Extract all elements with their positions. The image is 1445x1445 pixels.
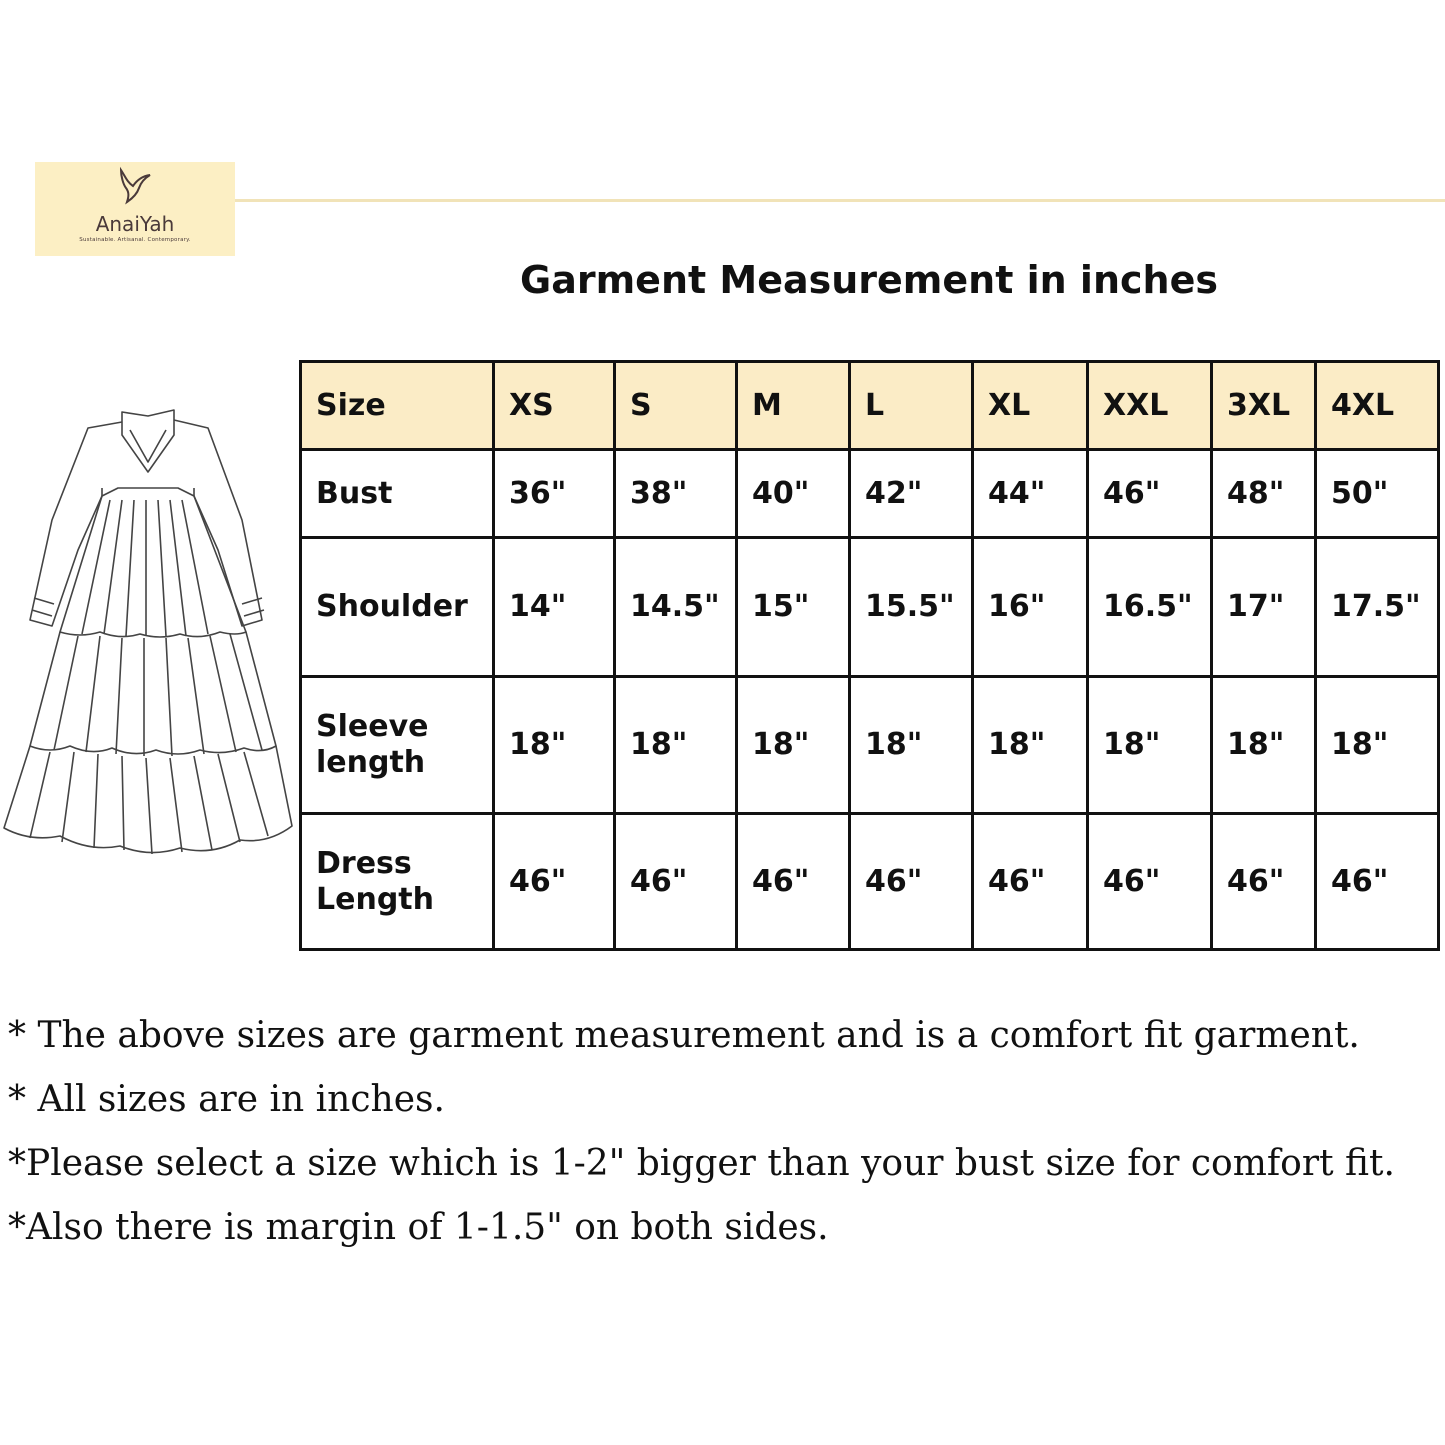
header-cell-m: M [737,362,850,450]
table-cell: 16" [973,538,1088,677]
table-cell: 46" [973,814,1088,950]
table-row-shoulder [301,538,1439,677]
table-cell: 46" [737,814,850,950]
table-cell: 38" [615,450,737,538]
table-cell: 18" [494,677,615,814]
table-cell: 18" [1212,677,1316,814]
table-cell: 17.5" [1316,538,1439,677]
table-cell: 46" [615,814,737,950]
table-cell: 18" [1316,677,1439,814]
header-cell-xl: XL [973,362,1088,450]
brand-name: AnaiYah [95,212,175,236]
note-item: *Please select a size which is 1-2" bigger than your bust size for comfort fit. [8,1143,1395,1184]
row-label: Bust [301,450,494,538]
header-cell-size: Size [301,362,494,450]
table-cell: 18" [850,677,973,814]
header-cell-s: S [615,362,737,450]
brand-tagline: Sustainable. Artisanal. Contemporary. [79,237,191,243]
row-label: Shoulder [301,538,494,677]
bird-icon [117,166,153,206]
table-row-sleeve-length [301,677,1439,814]
table-cell: 46" [1088,450,1212,538]
row-label: Dress Length [301,814,494,950]
table-cell: 18" [973,677,1088,814]
header-rule [235,199,1445,202]
header-cell-xxl: XXL [1088,362,1212,450]
table-cell: 18" [1088,677,1212,814]
table-cell: 50" [1316,450,1439,538]
notes-list [8,1004,1438,1260]
header-cell-4xl: 4XL [1316,362,1439,450]
row-label: Sleeve length [301,677,494,814]
brand-logo [35,162,235,256]
table-cell: 48" [1212,450,1316,538]
table-cell: 15.5" [850,538,973,677]
table-header-row [301,362,1439,450]
header-cell-xs: XS [494,362,615,450]
note-item: * All sizes are in inches. [8,1079,445,1120]
table-cell: 46" [1088,814,1212,950]
table-cell: 18" [615,677,737,814]
table-cell: 46" [1316,814,1439,950]
header-cell-l: L [850,362,973,450]
table-row-dress-length [301,814,1439,950]
size-chart-table [299,360,1440,951]
table-cell: 17" [1212,538,1316,677]
table-cell: 14.5" [615,538,737,677]
table-cell: 36" [494,450,615,538]
table-cell: 46" [494,814,615,950]
table-cell: 16.5" [1088,538,1212,677]
table-cell: 15" [737,538,850,677]
dress-illustration-icon [0,400,300,870]
page-title: Garment Measurement in inches [520,258,1218,302]
table-cell: 42" [850,450,973,538]
table-row-bust [301,450,1439,538]
table-cell: 44" [973,450,1088,538]
header-cell-3xl: 3XL [1212,362,1316,450]
table-cell: 46" [1212,814,1316,950]
table-cell: 40" [737,450,850,538]
table-cell: 14" [494,538,615,677]
note-item: * The above sizes are garment measurement and is a comfort fit garment. [8,1015,1360,1056]
table-cell: 46" [850,814,973,950]
table-cell: 18" [737,677,850,814]
note-item: *Also there is margin of 1-1.5" on both sides. [8,1207,829,1248]
